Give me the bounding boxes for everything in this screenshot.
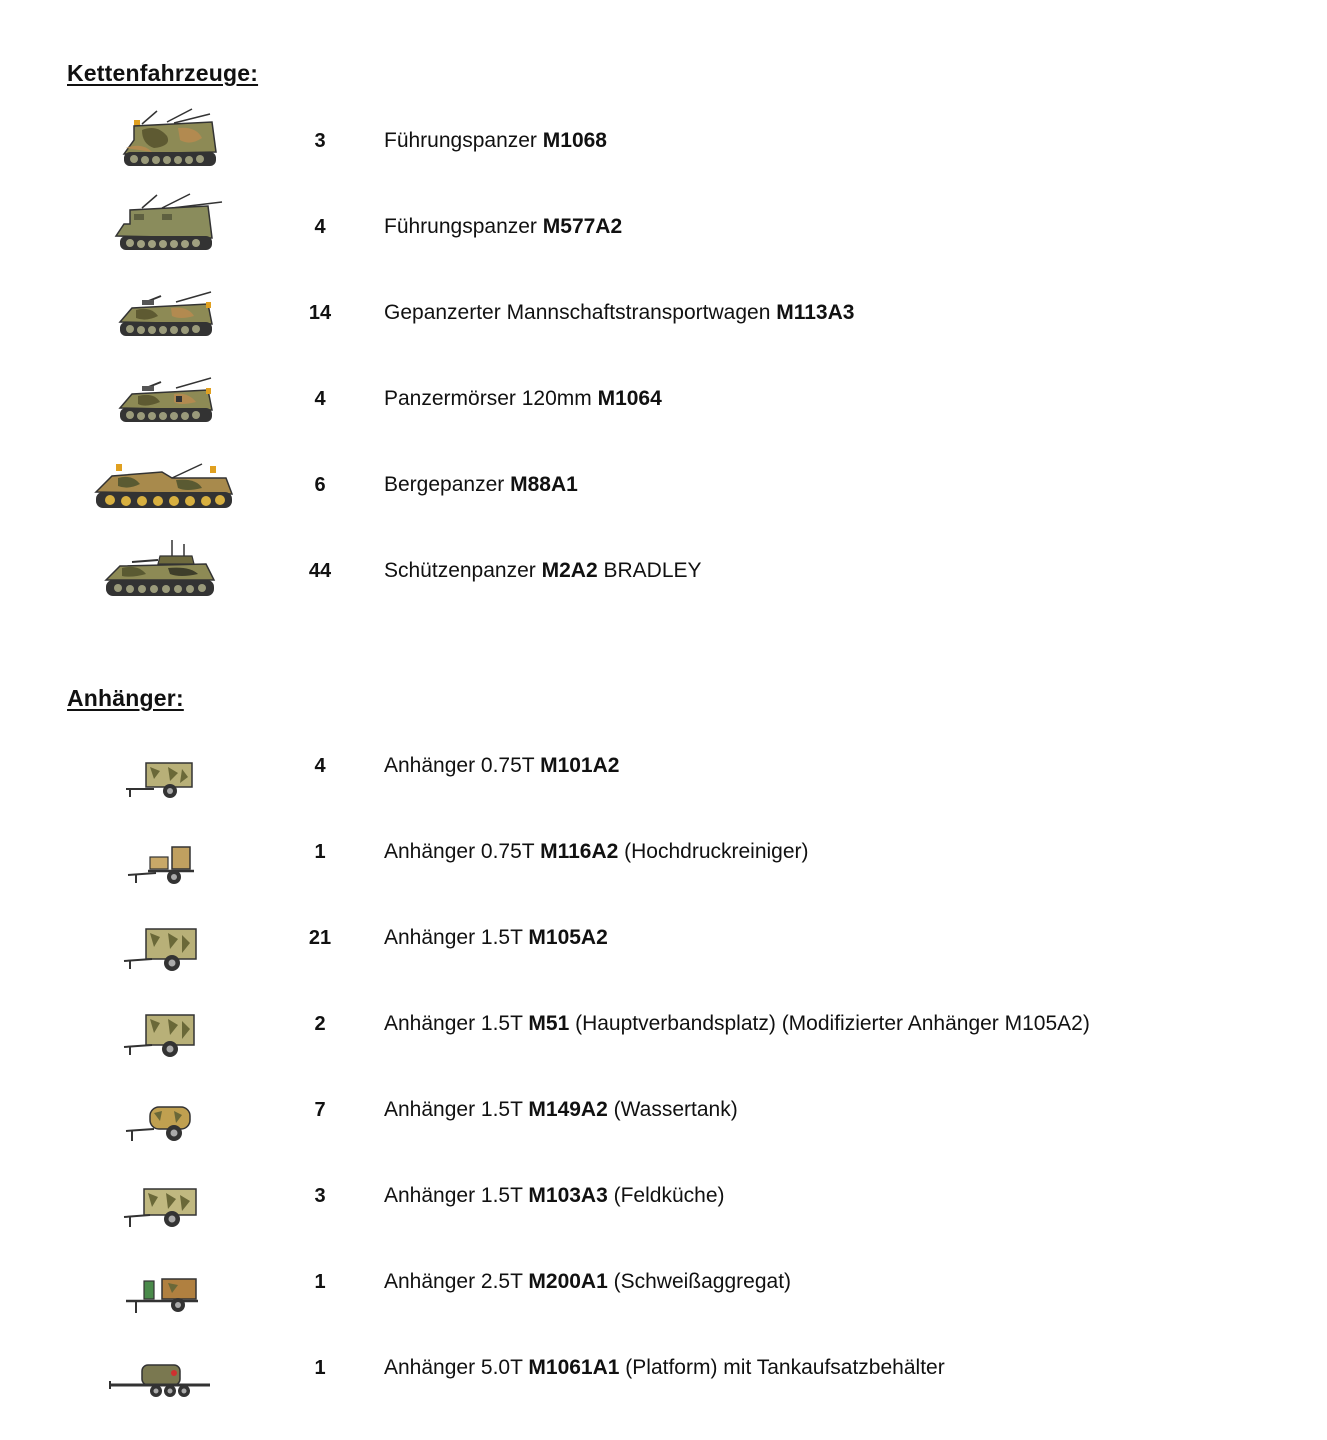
vehicle-description: Schützenpanzer M2A2 BRADLEY xyxy=(384,559,702,582)
quantity: 1 xyxy=(314,1271,326,1293)
quantity: 4 xyxy=(314,755,326,777)
model-designation: M149A2 xyxy=(528,1098,608,1121)
model-designation: M1068 xyxy=(542,129,607,152)
model-designation: M1061A1 xyxy=(528,1356,620,1379)
quantity: 3 xyxy=(314,1185,326,1207)
trailer-description: Anhänger 1.5T M103A3 (Feldküche) xyxy=(384,1184,725,1207)
quantity: 44 xyxy=(308,560,332,582)
model-designation: M101A2 xyxy=(540,754,620,777)
trailer-m116a2-icon xyxy=(126,813,201,893)
trailer-description: Anhänger 0.75T M101A2 xyxy=(384,754,620,777)
model-designation: M1064 xyxy=(597,387,662,410)
quantity: 4 xyxy=(314,216,326,238)
trailer-description: Anhänger 1.5T M105A2 xyxy=(384,926,608,949)
trailer-description: Anhänger 1.5T M149A2 (Wassertank) xyxy=(384,1098,738,1121)
command-vehicle-m1068-icon xyxy=(112,102,222,182)
quantity: 2 xyxy=(314,1013,326,1035)
model-designation: M2A2 xyxy=(541,559,598,582)
quantity: 14 xyxy=(308,302,332,324)
list-item xyxy=(0,274,1327,354)
list-item xyxy=(0,899,1327,979)
quantity: 3 xyxy=(314,130,326,152)
list-item xyxy=(0,727,1327,807)
infantry-fighting-vehicle-m2a2-icon xyxy=(102,532,222,612)
quantity: 4 xyxy=(314,388,326,410)
model-designation: M200A1 xyxy=(528,1270,608,1293)
model-designation: M116A2 xyxy=(540,840,619,863)
trailer-description: Anhänger 2.5T M200A1 (Schweißaggregat) xyxy=(384,1270,792,1293)
list-item xyxy=(0,1329,1327,1409)
model-designation: M88A1 xyxy=(510,473,578,496)
list-item xyxy=(0,1071,1327,1151)
list-item xyxy=(0,446,1327,526)
welding-trailer-m200a1-icon xyxy=(122,1243,202,1323)
water-tank-trailer-m149a2-icon xyxy=(122,1071,197,1151)
list-item xyxy=(0,532,1327,612)
section-title-trailers: Anhänger: xyxy=(67,685,184,711)
quantity: 1 xyxy=(314,841,326,863)
quantity: 21 xyxy=(308,927,332,949)
vehicle-description: Gepanzerter Mannschaftstransportwagen M113A3 xyxy=(384,301,855,324)
trailer-m101a2-icon xyxy=(124,727,199,807)
mortar-carrier-m1064-icon xyxy=(116,360,216,440)
vehicle-description: Bergepanzer M88A1 xyxy=(384,473,578,496)
platform-trailer-m1061a1-icon xyxy=(106,1329,216,1409)
model-designation: M105A2 xyxy=(528,926,608,949)
list-item xyxy=(0,1157,1327,1237)
recovery-vehicle-m88a1-icon xyxy=(92,446,237,526)
trailer-m105a2-icon xyxy=(120,899,200,979)
list-item xyxy=(0,813,1327,893)
apc-m113a3-icon xyxy=(116,274,216,354)
model-designation: M577A2 xyxy=(542,215,623,238)
field-kitchen-trailer-m103a3-icon xyxy=(120,1157,200,1237)
model-designation: M51 xyxy=(528,1012,570,1035)
list-item xyxy=(0,188,1327,268)
list-item xyxy=(0,1243,1327,1323)
quantity: 1 xyxy=(314,1357,326,1379)
trailer-description: Anhänger 1.5T M51 (Hauptverbandsplatz) (Modifizierter Anhänger M105A2) xyxy=(384,1012,1090,1035)
vehicle-description: Führungspanzer M1068 xyxy=(384,129,607,152)
model-designation: M113A3 xyxy=(776,301,855,324)
trailer-description: Anhänger 5.0T M1061A1 (Platform) mit Tankaufsatzbehälter xyxy=(384,1356,945,1379)
quantity: 7 xyxy=(314,1099,326,1121)
section-title-tracked-vehicles: Kettenfahrzeuge: xyxy=(67,60,259,86)
quantity: 6 xyxy=(314,474,326,496)
trailer-description: Anhänger 0.75T M116A2 (Hochdruckreiniger) xyxy=(384,840,809,863)
vehicle-description: Führungspanzer M577A2 xyxy=(384,215,623,238)
list-item xyxy=(0,985,1327,1065)
list-item xyxy=(0,102,1327,182)
command-vehicle-m577a2-icon xyxy=(112,188,227,268)
model-designation: M103A3 xyxy=(528,1184,608,1207)
vehicle-description: Panzermörser 120mm M1064 xyxy=(384,387,662,410)
list-item xyxy=(0,360,1327,440)
trailer-m51-icon xyxy=(120,985,200,1065)
